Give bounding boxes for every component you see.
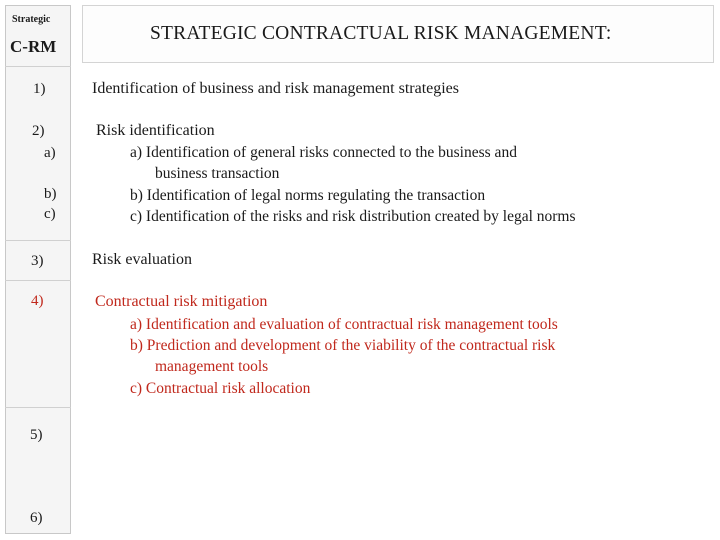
item-3-text: Risk evaluation [92, 251, 192, 268]
item-2c-text: c) Identification of the risks and risk distribution created by legal norms [130, 208, 576, 225]
sidebar-label-small: Strategic [12, 14, 51, 25]
number-3: 3) [31, 253, 44, 269]
item-4b-text: b) Prediction and development of the viability of the contractual risk [130, 337, 556, 354]
sidebar-divider [5, 240, 71, 241]
item-2a-text: a) Identification of general risks connected to the business and [130, 144, 517, 161]
number-2a: a) [44, 145, 56, 161]
item-2-title: Risk identification [96, 122, 215, 139]
number-6: 6) [30, 510, 43, 526]
item-4b-continuation: management tools [155, 358, 269, 375]
sidebar-divider [5, 407, 71, 408]
sidebar-divider [5, 280, 71, 281]
number-1: 1) [33, 81, 46, 97]
number-2: 2) [32, 123, 45, 139]
page-title: STRATEGIC CONTRACTUAL RISK MANAGEMENT: [150, 23, 612, 44]
item-2b-text: b) Identification of legal norms regulating the transaction [130, 187, 486, 204]
item-2a-continuation: business transaction [155, 165, 280, 182]
number-2c: c) [44, 206, 56, 222]
sidebar-divider [5, 66, 71, 67]
item-1-text: Identification of business and risk management strategies [92, 80, 460, 97]
number-5: 5) [30, 427, 43, 443]
number-4: 4) [31, 293, 44, 309]
sidebar-label-brand: C-RM [10, 37, 57, 56]
item-4a-text: a) Identification and evaluation of contractual risk management tools [130, 316, 558, 333]
item-4-title: Contractual risk mitigation [95, 293, 268, 310]
item-4c-text: c) Contractual risk allocation [130, 380, 311, 397]
number-2b: b) [44, 186, 57, 202]
